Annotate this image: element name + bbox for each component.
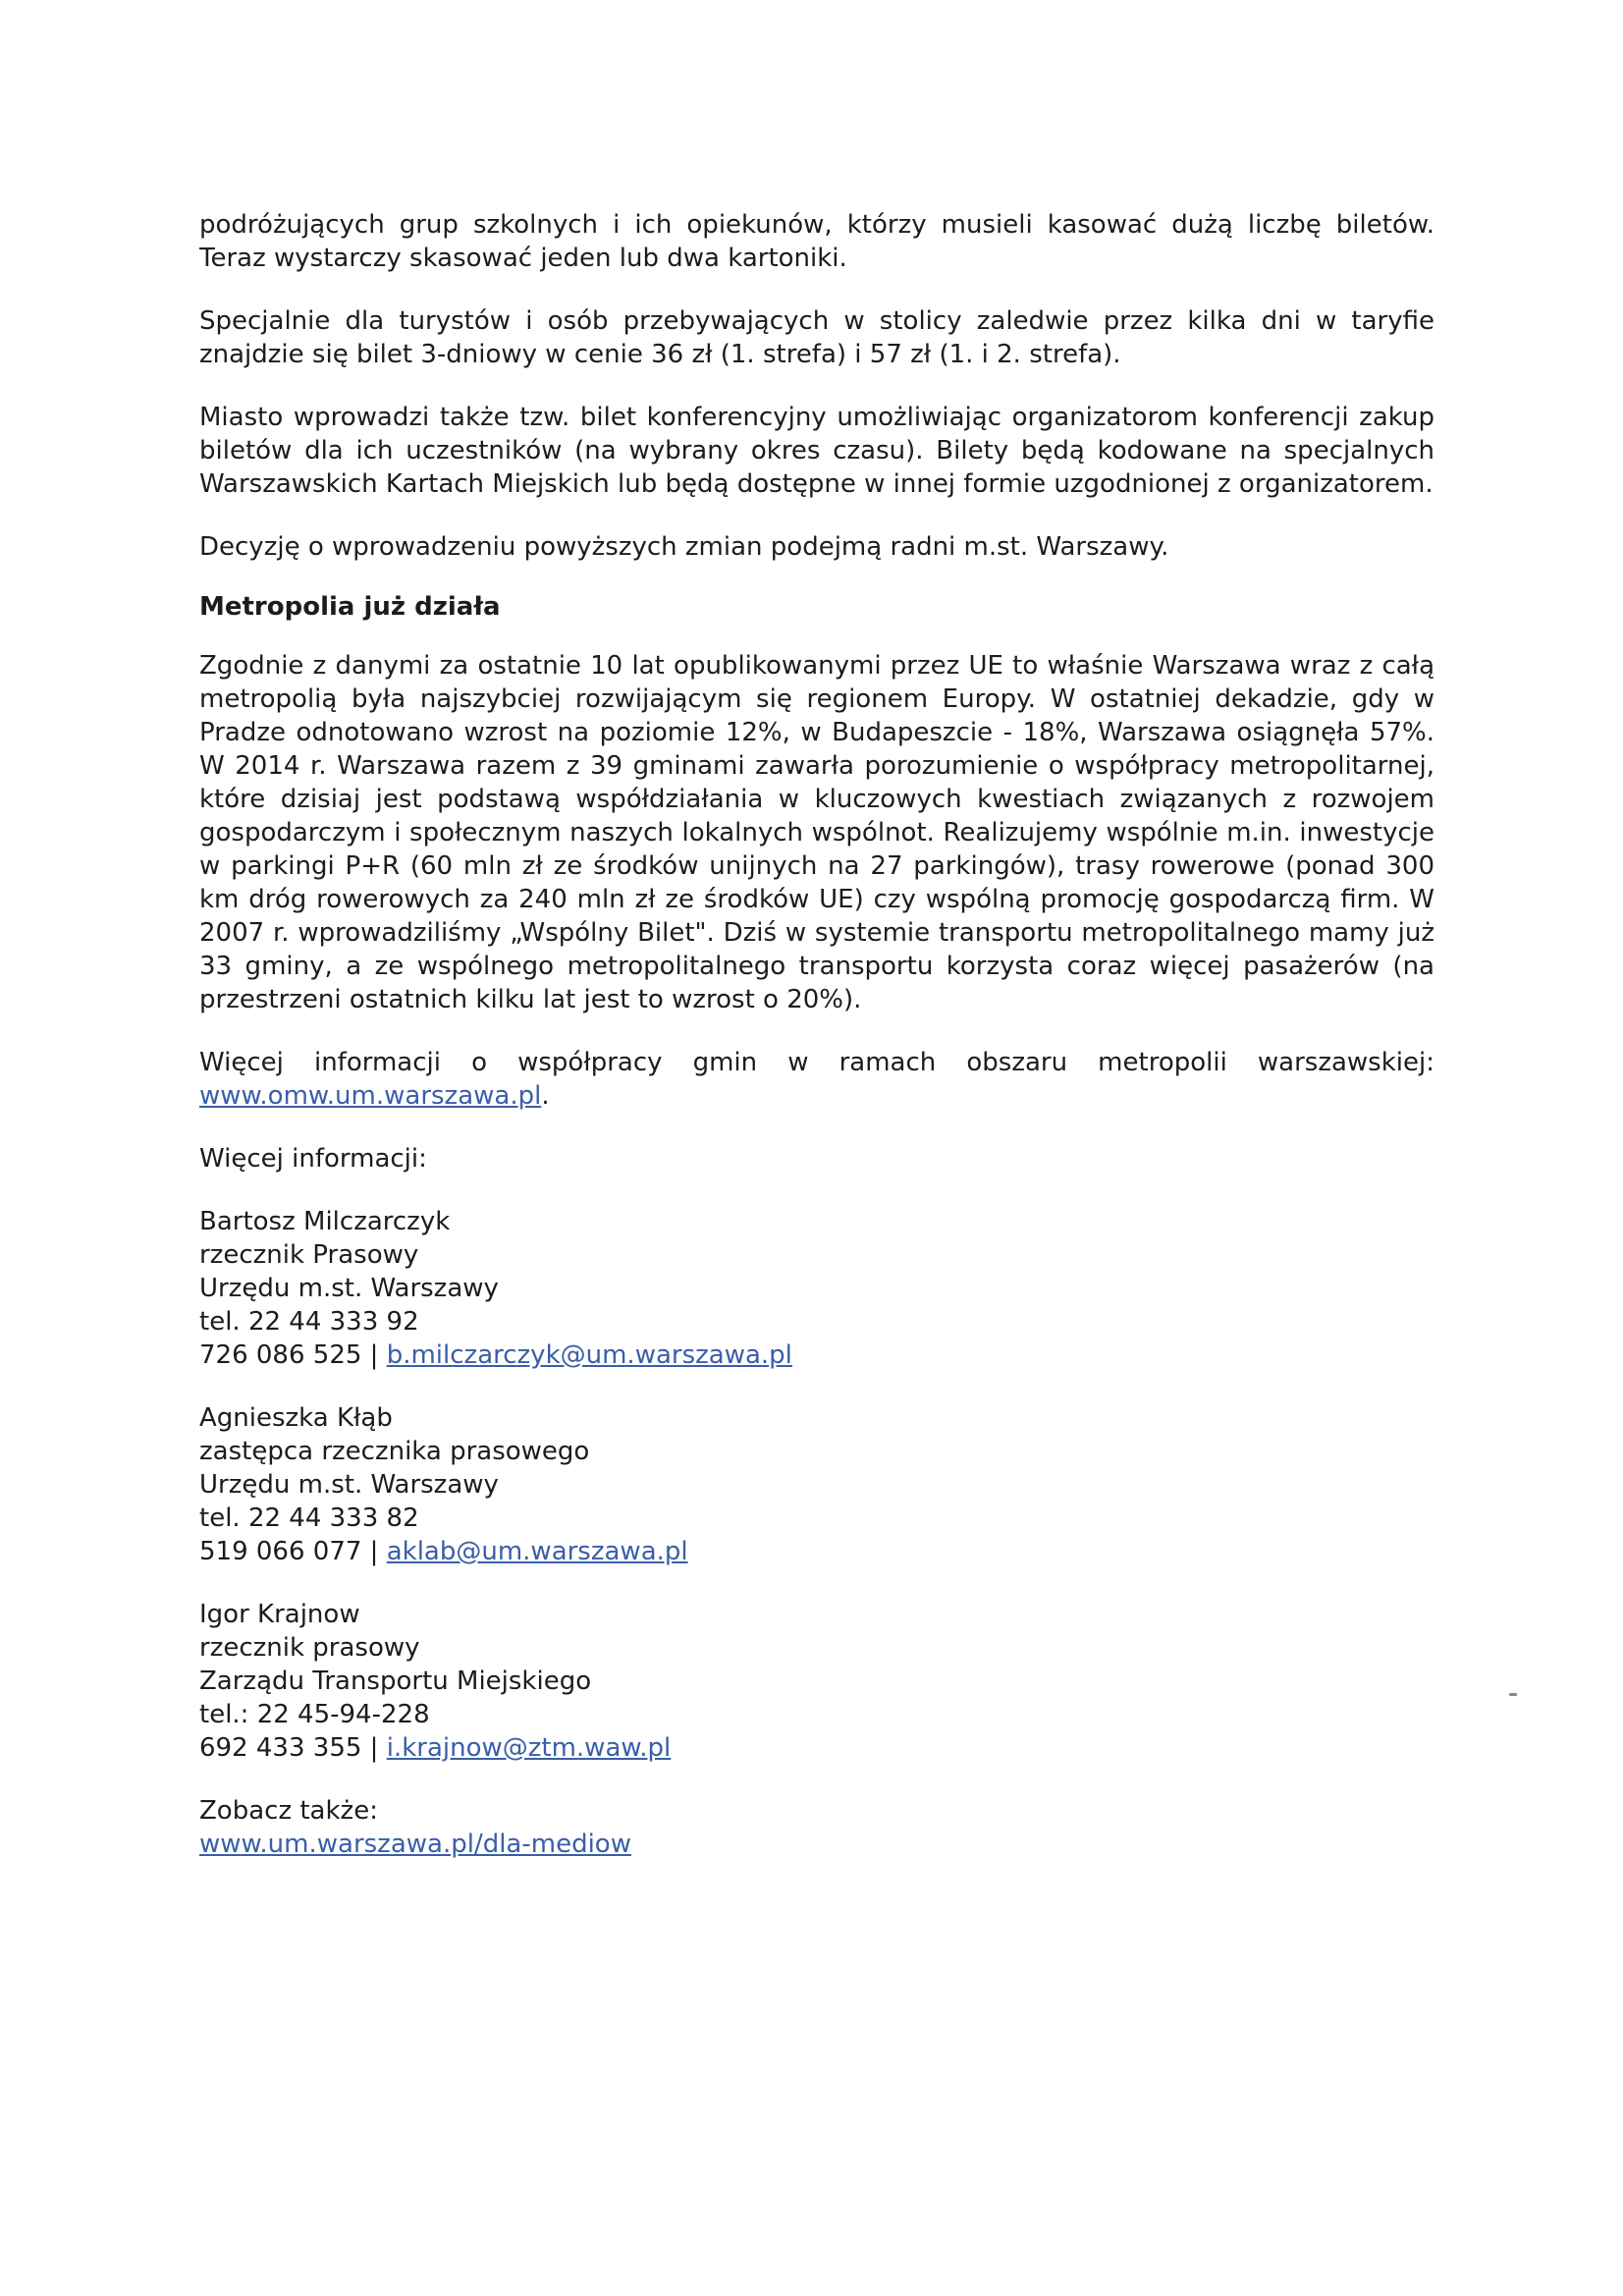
contact-mobile: 726 086 525 | — [199, 1340, 387, 1370]
media-page-link[interactable]: www.um.warszawa.pl/dla-mediow — [199, 1830, 631, 1859]
section-heading: Metropolia już działa — [199, 592, 501, 622]
contact-phone: tel. 22 44 333 92 — [199, 1307, 419, 1337]
contact-org: Urzędu m.st. Warszawy — [199, 1470, 499, 1500]
more-info-end: . — [541, 1081, 550, 1111]
paragraph-conference-ticket: Miasto wprowadzi także tzw. bilet konferencyjny umożliwiając organizatorom konferencji zakup biletów dla ich uczestników (na wybrany okres czasu). Bilety będą kodowane na specjalnych Warszawskich Kartach Miejskich lub będą dostępne w innej formie uzgodnionej z organizatorem. — [199, 403, 1434, 499]
contact-block — [199, 1598, 1434, 1765]
contact-mobile: 692 433 355 | — [199, 1733, 387, 1763]
contact-name: Agnieszka Kłąb — [199, 1403, 393, 1433]
contact-email-link[interactable]: aklab@um.warszawa.pl — [386, 1537, 688, 1566]
contact-email-link[interactable]: b.milczarczyk@um.warszawa.pl — [386, 1340, 792, 1370]
omw-link[interactable]: www.omw.um.warszawa.pl — [199, 1081, 542, 1111]
document-page — [199, 208, 1434, 1890]
contacts-intro: Więcej informacji: — [199, 1144, 427, 1174]
contact-mobile-email — [199, 1535, 1434, 1568]
contact-mobile-email — [199, 1731, 1434, 1765]
paragraph-more-info-metropolis — [199, 1046, 1434, 1113]
contact-mobile: 519 066 077 | — [199, 1537, 387, 1566]
contact-role: rzecznik Prasowy — [199, 1240, 419, 1270]
contact-block — [199, 1401, 1434, 1568]
contact-block — [199, 1205, 1434, 1372]
contact-role: rzecznik prasowy — [199, 1633, 420, 1663]
contact-phone: tel.: 22 45-94-228 — [199, 1700, 430, 1729]
see-also-line — [199, 1828, 1434, 1861]
paragraph-decision: Decyzję o wprowadzeniu powyższych zmian podejmą radni m.st. Warszawy. — [199, 532, 1169, 562]
contact-org: Zarządu Transportu Miejskiego — [199, 1667, 592, 1696]
contact-name: Igor Krajnow — [199, 1600, 360, 1629]
paragraph-school-groups: podróżujących grup szkolnych i ich opiekunów, którzy musieli kasować dużą liczbę biletów. Teraz wystarczy skasować jeden lub dwa kartoniki. — [199, 210, 1434, 273]
paragraph-three-day-ticket: Specjalnie dla turystów i osób przebywających w stolicy zaledwie przez kilka dni w taryfie znajdzie się bilet 3-dniowy w cenie 36 zł (1. strefa) i 57 zł (1. i 2. strefa). — [199, 306, 1434, 369]
contact-mobile-email — [199, 1339, 1434, 1372]
more-info-text: Więcej informacji o współpracy gmin w ramach obszaru metropolii warszawskiej: — [199, 1048, 1434, 1077]
see-also-label: Zobacz także: — [199, 1796, 378, 1826]
see-also-block — [199, 1794, 1434, 1861]
paragraph-metropolis: Zgodnie z danymi za ostatnie 10 lat opublikowanymi przez UE to właśnie Warszawa wraz z całą metropolią była najszybciej rozwijającym się regionem Europy. W ostatniej dekadzie, gdy w Pradze odnotowano wzrost na poziomie 12%, w Budapeszcie - 18%, Warszawa osiągnęła 57%. W 2014 r. Warszawa razem z 39 gminami zawarła porozumienie o współpracy metropolitarnej, które dzisiaj jest podstawą współdziałania w kluczowych kwestiach związanych z rozwojem gospodarczym i społecznym naszych lokalnych wspólnot. Realizujemy wspólnie m.in. inwestycje w parkingi P+R (60 mln zł ze środków unijnych na 27 parkingów), trasy rowerowe (ponad 300 km dróg rowerowych za 240 mln zł ze środków UE) czy wspólną promocję gospodarczą firm. W 2007 r. wprowadziliśmy „Wspólny Bilet". Dziś w systemie transportu metropolitalnego mamy już 33 gminy, a ze wspólnego metropolitalnego transportu korzysta coraz więcej pasażerów (na przestrzeni ostatnich kilku lat jest to wzrost o 20%). — [199, 651, 1434, 1014]
contact-name: Bartosz Milczarczyk — [199, 1207, 451, 1236]
contact-phone: tel. 22 44 333 82 — [199, 1503, 419, 1533]
contact-org: Urzędu m.st. Warszawy — [199, 1274, 499, 1303]
scan-mark — [1509, 1693, 1517, 1696]
contact-email-link[interactable]: i.krajnow@ztm.waw.pl — [386, 1733, 672, 1763]
contact-role: zastępca rzecznika prasowego — [199, 1437, 590, 1466]
